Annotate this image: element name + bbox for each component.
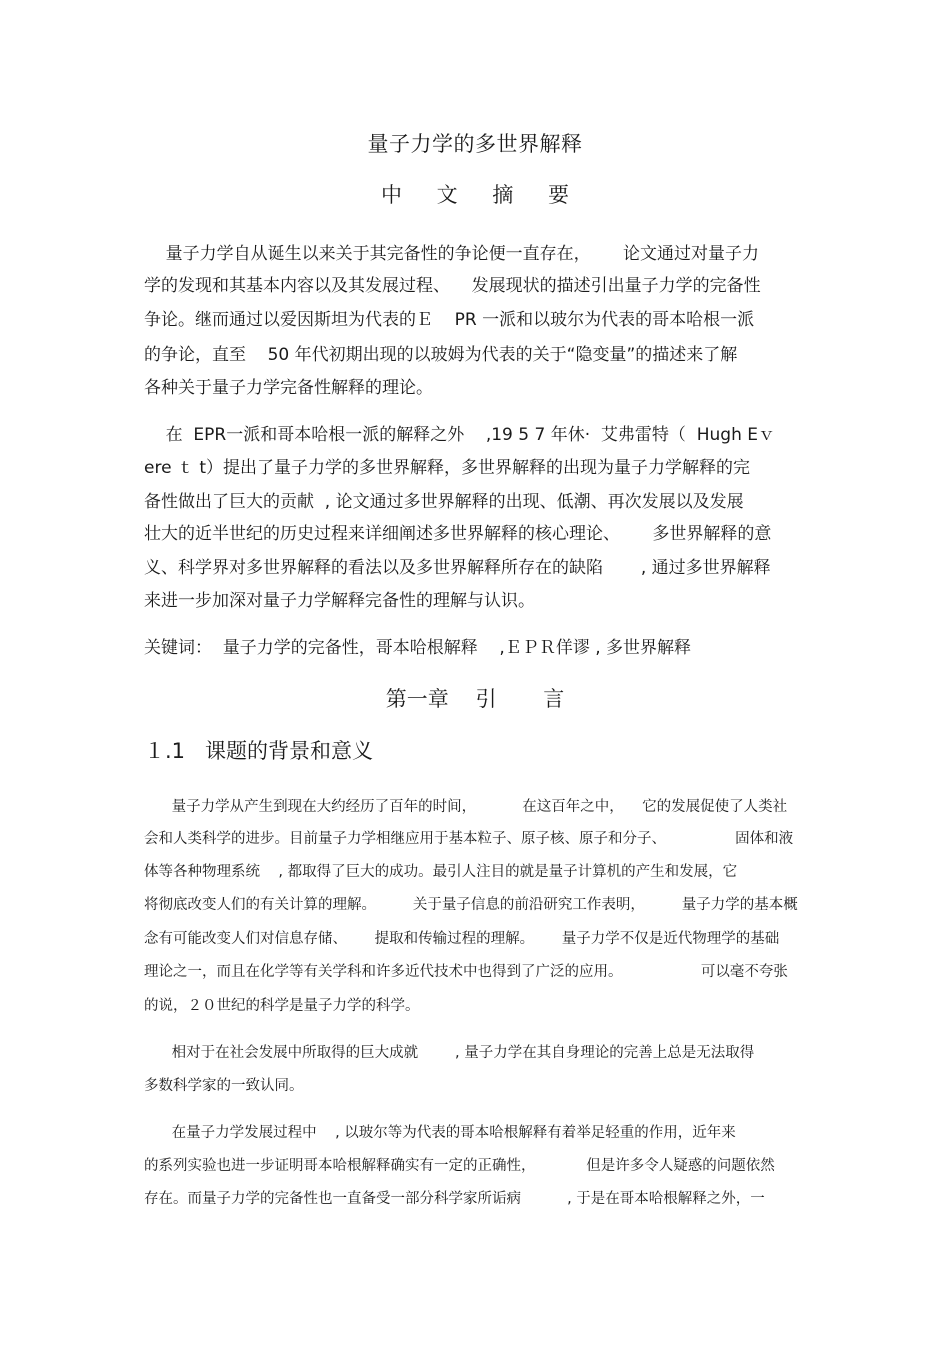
abstract-heading: 中 文 摘 要 — [380, 183, 584, 207]
text-line: 的说，２０世纪的科学是量子力学的科学。 — [144, 998, 420, 1014]
text-line: 将彻底改变人们的有关计算的理解。 关于量子信息的前沿研究工作表明， 量子力学的基本概 — [144, 897, 798, 913]
text-line: 会和人类科学的进步。目前量子力学相继应用于基本粒子、原子核、原子和分子、 固体和液 — [144, 831, 794, 847]
text-line: ere ｔ t）提出了量子力学的多世界解释，多世界解释的出现为量子力学解释的完 — [144, 458, 751, 478]
text-line: 壮大的近半世纪的历史过程来详细阐述多世界解释的核心理论、 多世界解释的意 — [144, 524, 772, 544]
chapter-title: 第一章 引 言 — [385, 687, 565, 711]
text-line: 理论之一，而且在化学等有关学科和许多近代技术中也得到了广泛的应用。 可以毫不夸张 — [144, 964, 788, 980]
document-title: 量子力学的多世界解释 — [367, 132, 583, 156]
text-line: 的系列实验也进一步证明哥本哈根解释确实有一定的正确性， 但是许多令人疑惑的问题依然 — [144, 1158, 775, 1174]
text-line: 争论。继而通过以爱因斯坦为代表的Ｅ PR 一派和以玻尔为代表的哥本哈根一派 — [144, 310, 755, 330]
keywords: 关键词： 量子力学的完备性，哥本哈根解释 ,ＥＰＲ佯谬 , 多世界解释 — [144, 638, 692, 658]
text-line: 来进一步加深对量子力学解释完备性的理解与认识。 — [144, 591, 535, 611]
text-line: 存在。而量子力学的完备性也一直备受一部分科学家所诟病 , 于是在哥本哈根解释之外，一 — [144, 1191, 765, 1207]
text-line: 念有可能改变人们对信息存储、 提取和传输过程的理解。 量子力学不仅是近代物理学的基础 — [144, 931, 780, 947]
text-line: 学的发现和其基本内容以及其发展过程、 发展现状的描述引出量子力学的完备性 — [144, 276, 761, 296]
text-line: 体等各种物理系统 , 都取得了巨大的成功。最引人注目的就是量子计算机的产生和发展，它 — [144, 864, 738, 880]
section-title: １.1 课题的背景和意义 — [144, 739, 374, 763]
text-line: 量子力学从产生到现在大约经历了百年的时间， 在这百年之中， 它的发展促使了人类社 — [144, 799, 788, 815]
text-line: 备性做出了巨大的贡献 , 论文通过多世界解释的出现、低潮、再次发展以及发展 — [144, 492, 744, 512]
text-line: 各种关于量子力学完备性解释的理论。 — [144, 378, 433, 398]
text-line: 多数科学家的一致认同。 — [144, 1078, 304, 1094]
text-line: 的争论，直至 50 年代初期出现的以玻姆为代表的关于“隐变量”的描述来了解 — [144, 345, 738, 365]
text-line: 相对于在社会发展中所取得的巨大成就 , 量子力学在其自身理论的完善上总是无法取得 — [144, 1045, 755, 1061]
text-line: 在量子力学发展过程中 , 以玻尔等为代表的哥本哈根解释有着举足轻重的作用，近年来 — [144, 1125, 736, 1141]
text-line: 在 EPR一派和哥本哈根一派的解释之外 ,19 5 7 年休· 艾弗雷特（ Hugh Eｖ — [144, 425, 776, 445]
text-line: 义、科学界对多世界解释的看法以及多世界解释所存在的缺陷 , 通过多世界解释 — [144, 558, 771, 578]
text-line: 量子力学自从诞生以来关于其完备性的争论便一直存在， 论文通过对量子力 — [144, 244, 760, 264]
